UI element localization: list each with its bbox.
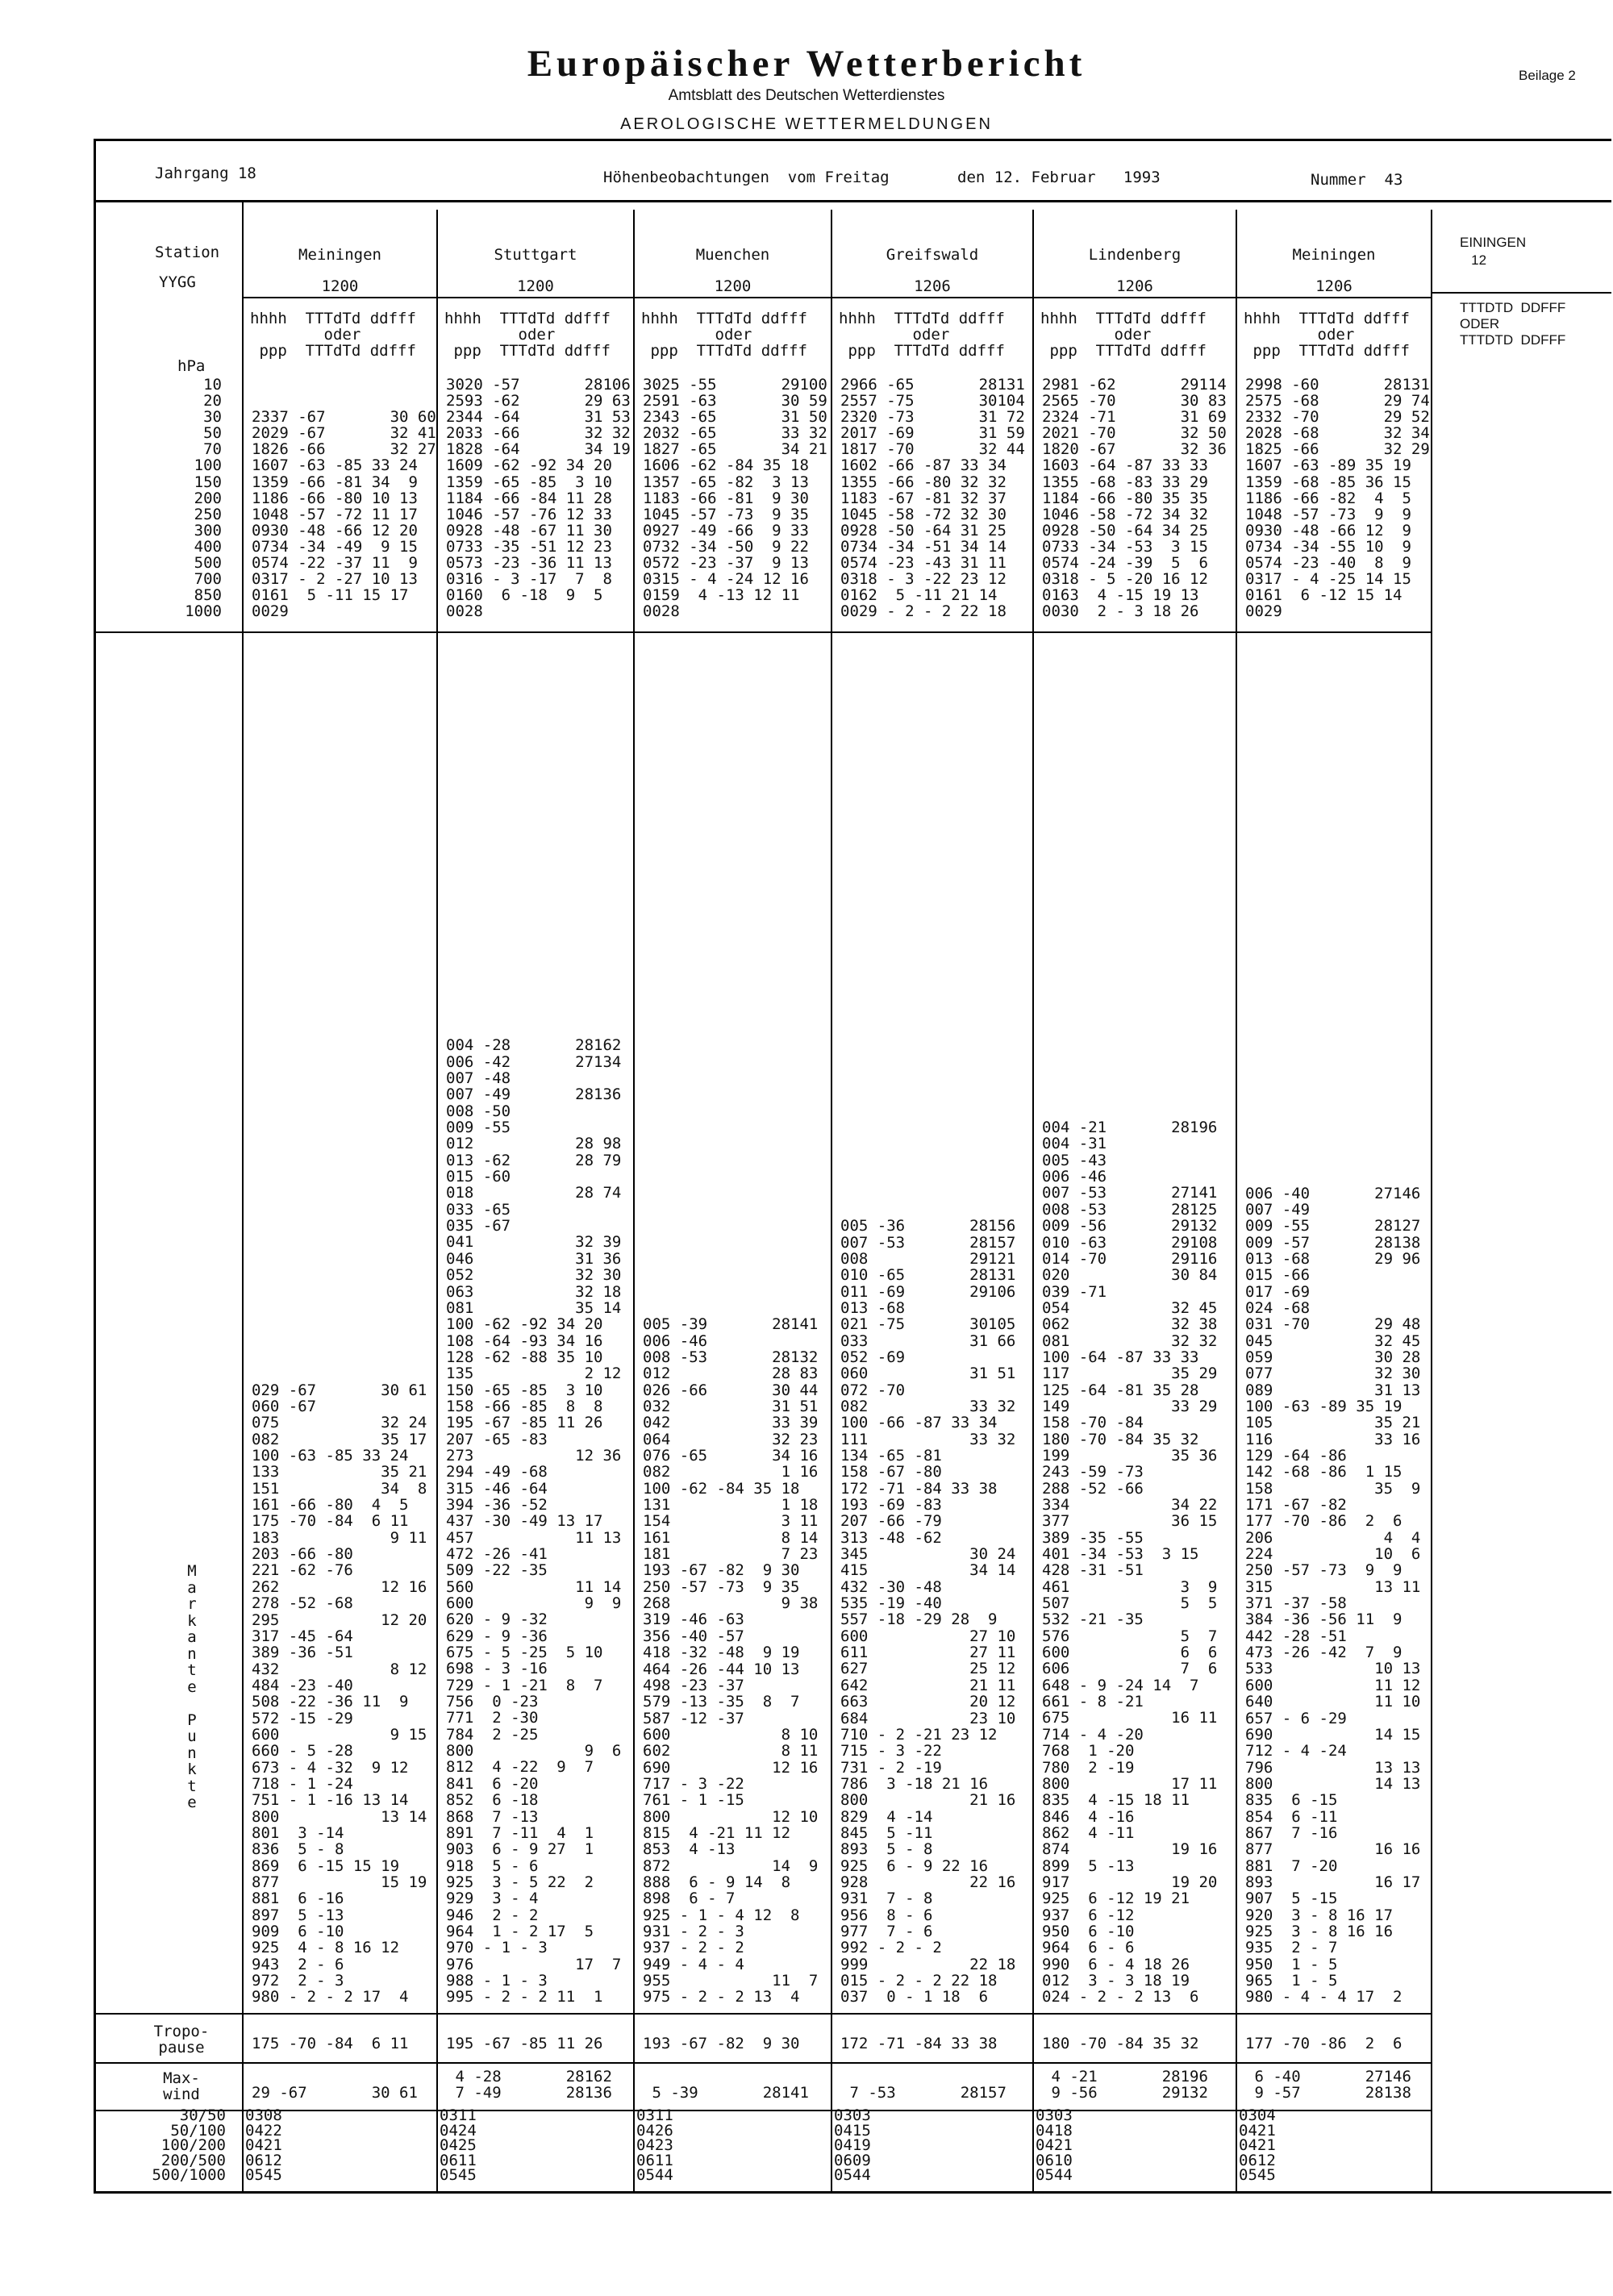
maxwind-values: 7 -53 28157: [849, 2084, 1007, 2102]
rule-cutoff: [1432, 292, 1611, 294]
shear-values: 0303 0415 0419 0609 0544: [834, 2106, 871, 2184]
standard-levels: 2981 -62 29114 2565 -70 30 83 2324 -71 31 69 2021 -70 32 50 1820 -67 32 36 1603 -64 -87 33 33 1355 -68 -83 33 29 1184 -66 -80 35 35 1046 -58 -72 34 32 0928 -50 -64 34 25 0733 -34 -53 3 15 0574 -24 -39 5 6 0318 - 5 -20 16 12 0163 4 -15 19 13 0030 2 - 3 18 26: [1042, 376, 1227, 621]
page-subtitle: Amtsblatt des Deutschen Wetterdienstes: [668, 87, 945, 104]
significant-levels: 004 -28 28162 006 -42 27134 007 -48 007 -49 28136 008 -50 009 -55 012 28 98 013 -62 28 79 015 -60 018 28 74 033 -65 035 -67 041 32 39 046 31 36 052 32 30 063 32 18 081 35 14 100 -62 -92 34 20 108 -64 -93 34 16 128 -62 -88 35 10 135 2 12 150 -65 -85 3 10 158 -66 -85 8 8 195 -67 -85 11 26 207 -65 -83 273 12 36 294 -49 -68 315 -46 -64 394 -36 -52 437 -30 -49 13 17 457 11 13 472 -26 -41 509 -22 -35 560 11 14 600 9 9 620 - 9 -32 629 - 9 -36 675 - 5 -25 5 10 698 - 3 -16 729 - 1 -21 8 7 756 0 -23 771 2 -30 784 2 -25 800 9 6 812 4 -22 9 7 841 6 -20 852 6 -18 868 7 -13 891 7 -11 4 1 903 6 - 9 27 1 918 5 - 6 925 3 - 5 22 2 929 3 - 4 946 2 - 2 964 1 - 2 17 5 970 - 1 - 3 976 17 7 988 - 1 - 3 995 - 2 - 2 11 1: [446, 1036, 622, 2006]
station-name: Meiningen: [1292, 246, 1376, 264]
station-time: 1206: [914, 277, 951, 295]
maxwind-values: 29 -67 30 61: [252, 2084, 418, 2102]
column-head: ppp TTTdTd ddfff: [1040, 342, 1207, 360]
standard-levels: 2998 -60 28131 2575 -68 29 74 2332 -70 29 52 2028 -68 32 34 1825 -66 32 29 1607 -63 -89 35 19 1359 -68 -85 36 15 1186 -66 -82 4 5 1048 -57 -73 9 9 0930 -48 -66 12 9 0734 -34 -55 10 9 0574 -23 -40 8 9 0317 - 4 -25 14 15 0161 6 -12 15 14 0029: [1245, 376, 1430, 621]
standard-levels: 3020 -57 28106 2593 -62 29 63 2344 -64 31 53 2033 -66 32 32 1828 -64 34 19 1609 -62 -92 34 20 1359 -65 -85 3 10 1184 -66 -84 11 28 1046 -57 -76 12 33 0928 -48 -67 11 30 0733 -35 -51 12 23 0573 -23 -36 11 13 0316 - 3 -17 7 8 0160 6 -18 9 5 0028: [446, 376, 631, 621]
column-head: hhhh TTTdTd ddfff: [1244, 310, 1410, 327]
rule-tropo-end: [94, 2062, 1431, 2064]
tropopause-values: 193 -67 -82 9 30: [643, 2035, 800, 2052]
column-head: hhhh TTTdTd ddfff: [250, 310, 416, 327]
column-head: oder: [839, 326, 950, 344]
col-rule-2: [436, 210, 438, 2194]
station-label: Station: [155, 244, 220, 261]
station-time: 1200: [321, 277, 359, 295]
col-rule-3: [633, 210, 635, 2194]
hpa-label: hPa: [177, 357, 206, 375]
datum: den 12. Februar 1993: [957, 169, 1161, 186]
column-head: ppp TTTdTd ddfff: [641, 342, 807, 360]
level-list: 10 20 30 50 70 100 150 200 250 300 400 500 700 850 1000: [185, 376, 222, 621]
column-head: ppp TTTdTd ddfff: [250, 342, 416, 360]
standard-levels: 2966 -65 28131 2557 -75 30104 2320 -73 31 72 2017 -69 31 59 1817 -70 32 44 1602 -66 -87 33 34 1355 -66 -80 32 32 1183 -67 -81 32 37 1045 -58 -72 32 30 0928 -50 -64 31 25 0734 -34 -51 34 14 0574 -23 -43 31 11 0318 - 3 -22 23 12 0162 5 -11 21 14 0029 - 2 - 2 22 18: [840, 376, 1025, 621]
shear-values: 0311 0426 0423 0611 0544: [636, 2106, 673, 2184]
significant-levels: 005 -36 28156 007 -53 28157 008 29121 010 -65 28131 011 -69 29106 013 -68 021 -75 30105 033 31 66 052 -69 060 31 51 072 -70 082 33 32 100 -66 -87 33 34 111 33 32 134 -65 -81 158 -67 -80 172 -71 -84 33 38 193 -69 -83 207 -66 -79 313 -48 -62 345 30 24 415 34 14 432 -30 -48 535 -19 -40 557 -18 -29 28 9 600 27 10 611 27 11 627 25 12 642 21 11 663 20 12 684 23 10 710 - 2 -21 23 12 715 - 3 -22 731 - 2 -19 786 3 -18 21 16 800 21 16 829 4 -14 845 5 -11 893 5 - 8 925 6 - 9 22 16 928 22 16 931 7 - 8 956 8 - 6 977 7 - 6 992 - 2 - 2 999 22 18 015 - 2 - 2 22 18 037 0 - 1 18 6: [840, 1217, 1016, 2006]
info-divider: [94, 200, 1611, 202]
col-rule-6: [1236, 210, 1237, 2194]
column-head: ppp TTTdTd ddfff: [839, 342, 1005, 360]
nummer: Nummer 43: [1311, 171, 1403, 189]
jahrgang: Jahrgang 18: [155, 165, 256, 182]
column-head: oder: [1040, 326, 1152, 344]
station-time: 1206: [1116, 277, 1153, 295]
column-head: hhhh TTTdTd ddfff: [641, 310, 807, 327]
col-rule-4: [831, 210, 832, 2194]
tropopause-values: 175 -70 -84 6 11: [252, 2035, 409, 2052]
station-name: Stuttgart: [494, 246, 577, 264]
significant-levels: 029 -67 30 61 060 -67 075 32 24 082 35 17 100 -63 -85 33 24 133 35 21 151 34 8 161 -66 -80 4 5 175 -70 -84 6 11 183 9 11 203 -66 -80 221 -62 -76 262 12 16 278 -52 -68 295 12 20 317 -45 -64 389 -36 -51 432 8 12 484 -23 -40 508 -22 -36 11 9 572 -15 -29 600 9 15 660 - 5 -28 673 - 4 -32 9 12 718 - 1 -24 751 - 1 -16 13 14 800 13 14 801 3 -14 836 5 - 8 869 6 -15 15 19 877 15 19 881 6 -16 897 5 -13 909 6 -10 925 4 - 8 16 12 943 2 - 6 972 2 - 3 980 - 2 - 2 17 4: [252, 1381, 427, 2006]
shear-values: 0304 0421 0421 0612 0545: [1239, 2106, 1276, 2184]
column-head: ppp TTTdTd ddfff: [444, 342, 611, 360]
shear-values: 0311 0424 0425 0611 0545: [440, 2106, 477, 2184]
beilage-label: Beilage 2: [1519, 68, 1576, 83]
column-head: oder: [641, 326, 752, 344]
standard-levels: 2337 -67 30 60 2029 -67 32 41 1826 -66 32 27 1607 -63 -85 33 24 1359 -66 -81 34 9 1186 -66 -80 10 13 1048 -57 -72 11 17 0930 -48 -66 12 20 0734 -34 -49 9 15 0574 -22 -37 11 9 0317 - 2 -27 10 13 0161 5 -11 15 17 0029: [252, 408, 436, 621]
shear-values: 0308 0422 0421 0612 0545: [245, 2106, 282, 2184]
beobachtung: Höhenbeobachtungen vom Freitag: [603, 169, 890, 186]
significant-levels: 005 -39 28141 006 -46 008 -53 28132 012 28 83 026 -66 30 44 032 31 51 042 33 39 064 32 23 076 -65 34 16 082 1 16 100 -62 -84 35 18 131 1 18 154 3 11 161 8 14 181 7 23 193 -67 -82 9 30 250 -57 -73 9 35 268 9 38 319 -46 -63 356 -40 -57 418 -32 -48 9 19 464 -26 -44 10 13 498 -23 -37 579 -13 -35 8 7 587 -12 -37 600 8 10 602 8 11 690 12 16 717 - 3 -22 761 - 1 -15 800 12 10 815 4 -21 11 12 853 4 -13 872 14 9 888 6 - 9 14 8 898 6 - 7 925 - 1 - 4 12 8 931 - 2 - 3 937 - 2 - 2 949 - 4 - 4 955 11 7 975 - 2 - 2 13 4: [643, 1315, 819, 2006]
station-time: 1200: [517, 277, 554, 295]
rule-standard-end: [94, 631, 1431, 633]
tropopause-values: 172 -71 -84 33 38: [840, 2035, 998, 2052]
tropopause-label: Tropo- pause: [153, 2023, 210, 2056]
rule-station: [242, 297, 1431, 298]
section-title: AEROLOGISCHE WETTERMELDUNGEN: [620, 115, 993, 133]
column-head: oder: [1244, 326, 1355, 344]
rule-sig-end: [94, 2013, 1431, 2015]
station-name: Greifswald: [886, 246, 979, 264]
yygg-label: YYGG: [159, 273, 196, 291]
maxwind-values: 5 -39 28141: [652, 2084, 809, 2102]
standard-levels: 3025 -55 29100 2591 -63 30 59 2343 -65 31 50 2032 -65 33 32 1827 -65 34 21 1606 -62 -84 35 18 1357 -65 -82 3 13 1183 -66 -81 9 30 1045 -57 -73 9 35 0927 -49 -66 9 33 0732 -34 -50 9 22 0572 -23 -37 9 13 0315 - 4 -24 12 16 0159 4 -13 12 11 0028: [643, 376, 827, 621]
maxwind-label: Max- wind: [163, 2069, 200, 2103]
maxwind-values: 4 -21 28196 9 -56 29132: [1051, 2068, 1208, 2102]
page-title: Europäischer Wetterbericht: [527, 43, 1086, 85]
shear-labels: 30/50 50/100 100/200 200/500 500/1000: [152, 2106, 226, 2184]
tropopause-values: 177 -70 -86 2 6: [1245, 2035, 1403, 2052]
station-name: Lindenberg: [1088, 246, 1182, 264]
column-head: oder: [250, 326, 361, 344]
col-rule-7: [1431, 210, 1432, 2194]
cutoff-subheader: TTTDTD DDFFF ODER TTTDTD DDFFF: [1460, 300, 1566, 348]
col-rule-1: [242, 202, 244, 2194]
col-rule-5: [1032, 210, 1034, 2194]
column-head: oder: [444, 326, 556, 344]
station-time: 1206: [1315, 277, 1353, 295]
cutoff-header: EININGEN 12: [1460, 235, 1527, 268]
column-head: hhhh TTTdTd ddfff: [839, 310, 1005, 327]
significant-levels: 004 -21 28196 004 -31 005 -43 006 -46 007 -53 27141 008 -53 28125 009 -56 29132 010 -63 29108 014 -70 29116 020 30 84 039 -71 054 32 45 062 32 38 081 32 32 100 -64 -87 33 33 117 35 29 125 -64 -81 35 28 149 33 29 158 -70 -84 180 -70 -84 35 32 199 35 36 243 -59 -73 288 -52 -66 334 34 22 377 36 15 389 -35 -55 401 -34 -53 3 15 428 -31 -51 461 3 9 507 5 5 532 -21 -35 576 5 7 600 6 6 606 7 6 648 - 9 -24 14 7 661 - 8 -21 675 16 11 714 - 4 -20 768 1 -20 780 2 -19 800 17 11 835 4 -15 18 11 846 4 -16 862 4 -11 874 19 16 899 5 -13 917 19 20 925 6 -12 19 21 937 6 -12 950 6 -10 964 6 - 6 990 6 - 4 18 26 012 3 - 3 18 19 024 - 2 - 2 13 6: [1042, 1119, 1218, 2006]
column-head: hhhh TTTdTd ddfff: [1040, 310, 1207, 327]
significant-levels: 006 -40 27146 007 -49 009 -55 28127 009 -57 28138 013 -68 29 96 015 -66 017 -69 024 -68 031 -70 29 48 045 32 45 059 30 28 077 32 30 089 31 13 100 -63 -89 35 19 105 35 21 116 33 16 129 -64 -86 142 -68 -86 1 15 158 35 9 171 -67 -82 177 -70 -86 2 6 206 4 4 224 10 6 250 -57 -73 9 9 315 13 11 371 -37 -58 384 -36 -56 11 9 442 -28 -51 473 -26 -42 7 9 533 10 13 600 11 12 640 11 10 657 - 6 -29 690 14 15 712 - 4 -24 796 13 13 800 14 13 835 6 -15 854 6 -11 867 7 -16 877 16 16 881 7 -20 893 16 17 907 5 -15 920 3 - 8 16 17 925 3 - 8 16 16 935 2 - 7 950 1 - 5 965 1 - 5 980 - 4 - 4 17 2: [1245, 1184, 1421, 2006]
shear-values: 0303 0418 0421 0610 0544: [1036, 2106, 1073, 2184]
maxwind-values: 6 -40 27146 9 -57 28138: [1254, 2068, 1411, 2102]
station-name: Meiningen: [298, 246, 381, 264]
station-time: 1200: [714, 277, 752, 295]
tropopause-values: 195 -67 -85 11 26: [446, 2035, 603, 2052]
column-head: hhhh TTTdTd ddfff: [444, 310, 611, 327]
maxwind-values: 4 -28 28162 7 -49 28136: [455, 2068, 612, 2102]
column-head: ppp TTTdTd ddfff: [1244, 342, 1410, 360]
tropopause-values: 180 -70 -84 35 32: [1042, 2035, 1199, 2052]
station-name: Muenchen: [695, 246, 770, 264]
markante-label: M a r k a n t e P u n k t e: [187, 1562, 197, 1811]
